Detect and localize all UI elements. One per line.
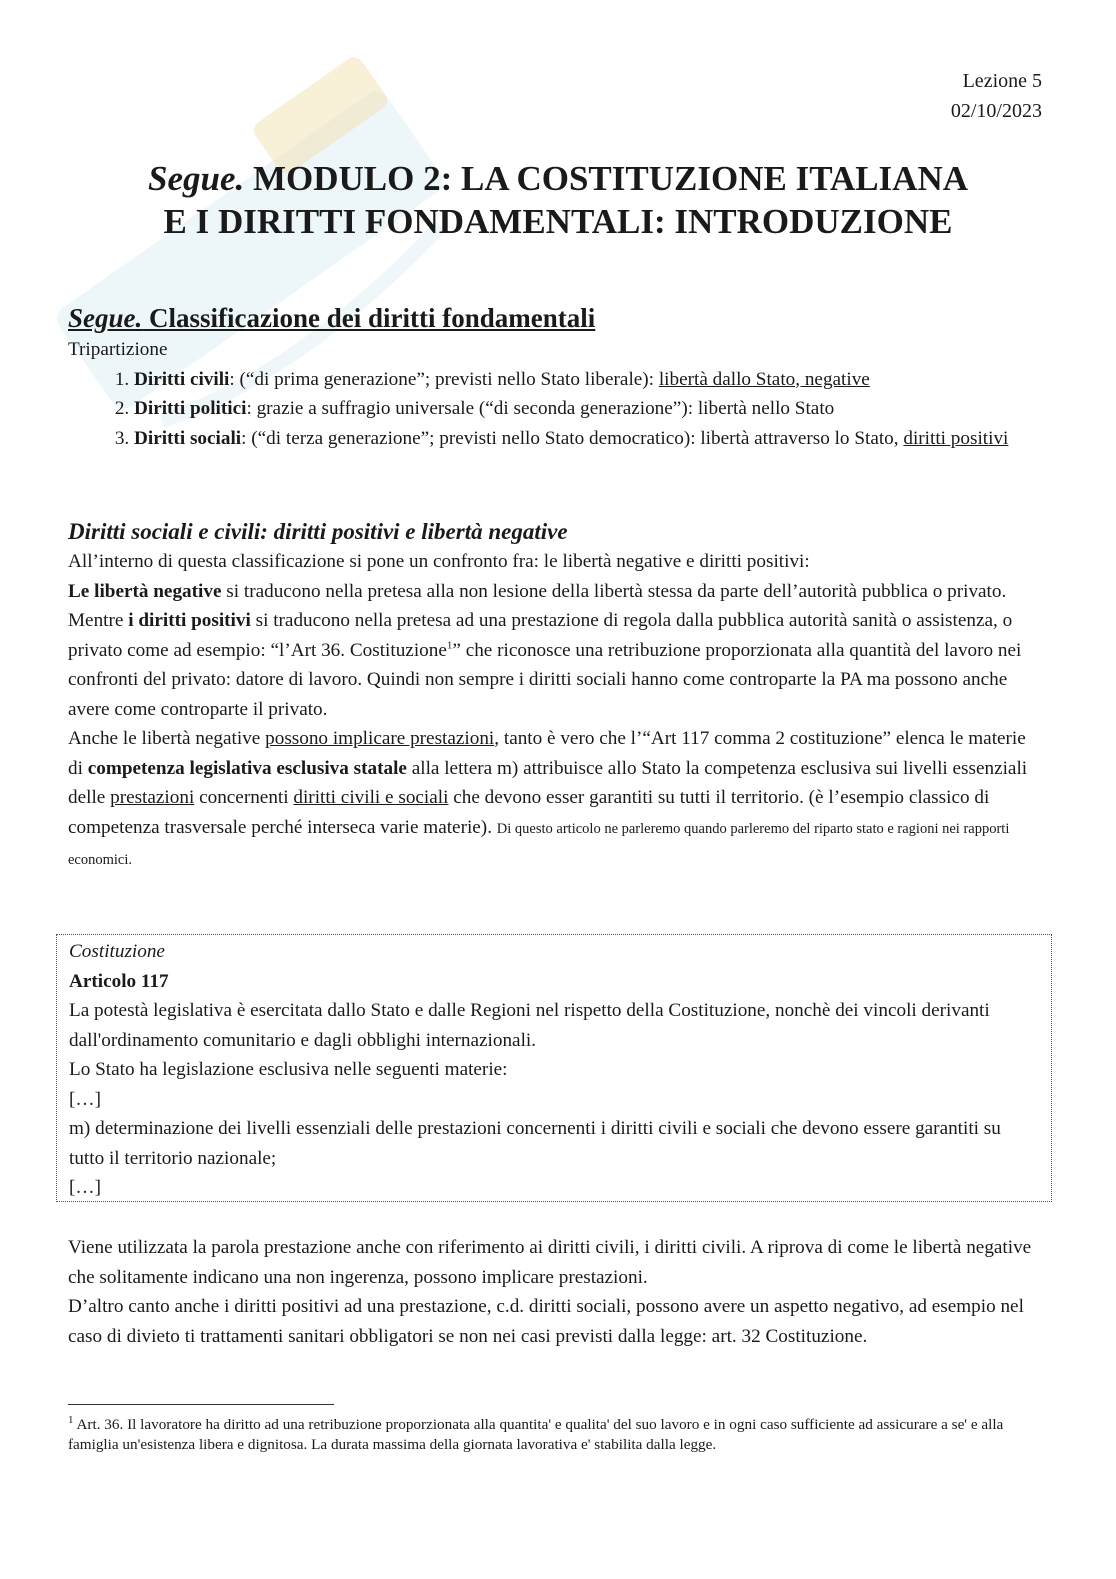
paragraph: Mentre i diritti positivi si traducono nella pretesa ad una prestazione di regola dalla pubblica autorità sanità o assistenza, o privato come ad esempio: “l’Art 36. Costituzione$^1$” che riconosce una retribuzione proporzionata alla quantità del lavoro nei confronti del privato: datore di lavoro. Quindi non sempre i diritti sociali hanno come controparte la PA ma possono anche avere come controparte il privato. xyxy=(68,610,1022,720)
quote-line: […] xyxy=(69,1088,101,1110)
title-line1: MODULO 2: LA COSTITUZIONE ITALIANA xyxy=(244,159,969,198)
section-positive-negative xyxy=(68,517,1043,876)
lesson-meta xyxy=(951,66,1042,126)
quote-source: Costituzione xyxy=(69,941,165,962)
section-conclusion xyxy=(68,1233,1043,1351)
quote-article: Articolo 117 xyxy=(69,970,169,992)
title-prefix: Segue. xyxy=(147,159,245,198)
footnote-mark: 1 xyxy=(68,1413,74,1426)
quote-line: Lo Stato ha legislazione esclusiva nelle seguenti materie: xyxy=(69,1059,508,1080)
paragraph: Anche le libertà negative possono implicare prestazioni, tanto è vero che l’“Art 117 comma 2 costituzione” elenca le materie di competenza legislativa esclusiva statale alla lettera m) attribuisce allo Stato la competenza esclusiva sui livelli essenziali delle prestazioni concernenti diritti civili e sociali che devono esser garantiti su tutti il territorio. (è l’esempio classico di competenza trasversale perché interseca varie materie). Di questo articolo ne parleremo quando parleremo del riparto stato e ragioni nei rapporti economici. xyxy=(68,728,1028,868)
section-classification xyxy=(68,301,1043,453)
list-item: 2. Diritti politici: grazie a suffragio universale (“di seconda generazione”): libertà nello Stato xyxy=(134,394,1043,424)
rights-list xyxy=(68,365,1043,454)
list-item: 3. Diritti sociali: (“di terza generazione”; previsti nello Stato democratico): libertà attraverso lo Stato, diritti positivi xyxy=(134,424,1043,454)
list-item: 1. Diritti civili: (“di prima generazione”; previsti nello Stato liberale): libertà dallo Stato, negative xyxy=(134,365,1043,395)
quote-line: La potestà legislativa è esercitata dallo Stato e dalle Regioni nel rispetto della Costituzione, nonchè dei vincoli derivanti dall'ordinamento comunitario e dagli obblighi internazionali. xyxy=(69,1000,990,1051)
title-line2: E I DIRITTI FONDAMENTALI: INTRODUZIONE xyxy=(163,202,953,241)
footnote-text: Art. 36. Il lavoratore ha diritto ad una retribuzione proporzionata alla quantita' e qualita' del suo lavoro e in ogni caso sufficiente ad assicurare a se' e alla famiglia un'esistenza libera e dignitosa. La durata massima della giornata lavorativa e' stabilita dalla legge. xyxy=(68,1416,1004,1453)
intro-text: Tripartizione xyxy=(68,339,168,360)
section-heading-classification: Segue. Classificazione dei diritti fondamentali xyxy=(68,303,596,333)
lesson-number: Lezione 5 xyxy=(962,70,1042,92)
quote-line: […] xyxy=(69,1177,101,1198)
constitution-quote-box xyxy=(56,934,1052,1202)
quote-line: m) determinazione dei livelli essenziali delle prestazioni concernenti i diritti civili e sociali che devono essere garantiti su tutto il territorio nazionale; xyxy=(69,1118,1001,1169)
paragraph: D’altro canto anche i diritti positivi ad una prestazione, c.d. diritti sociali, possono avere un aspetto negativo, ad esempio nel caso di divieto ti trattamenti sanitari obbligatori se non nei casi previsti dalla legge: art. 32 Costituzione. xyxy=(68,1296,1024,1347)
footnote-ref[interactable]: 1 xyxy=(446,639,453,652)
paragraph: All’interno di questa classificazione si pone un confronto fra: le libertà negative e diritti positivi: xyxy=(68,551,810,572)
page-title xyxy=(68,157,1048,243)
footnote xyxy=(68,1415,1043,1455)
paragraph: Le libertà negative si traducono nella pretesa alla non lesione della libertà stessa da parte dell’autorità pubblica o privato. xyxy=(68,580,1007,602)
footnote-divider xyxy=(68,1404,334,1405)
section-heading-positive-negative: Diritti sociali e civili: diritti positivi e libertà negative xyxy=(68,519,568,544)
lesson-date: 02/10/2023 xyxy=(950,100,1042,122)
paragraph: Viene utilizzata la parola prestazione anche con riferimento ai diritti civili, i diritti civili. A riprova di come le libertà negative che solitamente indicano una non ingerenza, possono implicare prestazioni. xyxy=(68,1237,1032,1288)
